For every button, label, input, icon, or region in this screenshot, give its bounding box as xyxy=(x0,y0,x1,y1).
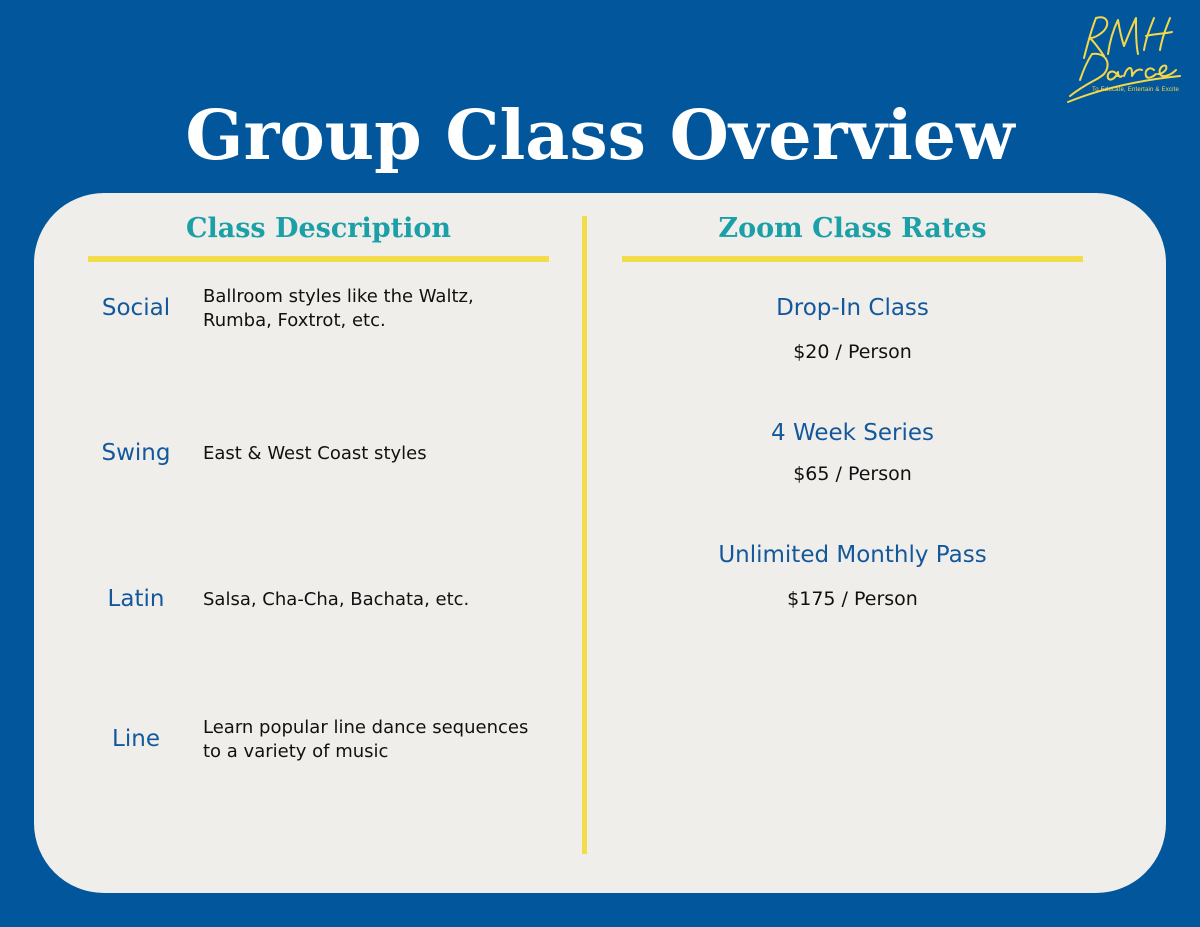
rate-name-4-week-series: 4 Week Series xyxy=(771,420,934,446)
class-name-swing: Swing xyxy=(101,440,171,466)
rate-name-unlimited-monthly: Unlimited Monthly Pass xyxy=(718,542,987,568)
class-name-line: Line xyxy=(112,726,160,752)
class-name-social: Social xyxy=(101,295,171,321)
class-description-underline xyxy=(88,256,549,262)
rate-price-drop-in: $20 / Person xyxy=(793,341,912,363)
zoom-class-rates-underline xyxy=(622,256,1083,262)
page-title: Group Class Overview xyxy=(185,96,1015,176)
column-divider xyxy=(582,216,587,854)
class-description-line: Learn popular line dance sequences to a variety of music xyxy=(203,717,529,762)
class-description-swing: East & West Coast styles xyxy=(203,443,427,464)
rate-price-4-week-series: $65 / Person xyxy=(793,463,912,485)
class-description-social: Ballroom styles like the Waltz, Rumba, Foxtrot, etc. xyxy=(203,286,474,331)
class-description-heading: Class Description xyxy=(185,213,451,244)
logo-tagline: To Educate, Entertain & Excite xyxy=(1092,87,1180,93)
class-description-latin: Salsa, Cha-Cha, Bachata, etc. xyxy=(203,589,470,610)
zoom-class-rates-heading: Zoom Class Rates xyxy=(718,213,987,244)
rate-price-unlimited-monthly: $175 / Person xyxy=(787,588,918,610)
class-name-latin: Latin xyxy=(107,586,165,612)
rate-name-drop-in: Drop-In Class xyxy=(776,295,929,321)
